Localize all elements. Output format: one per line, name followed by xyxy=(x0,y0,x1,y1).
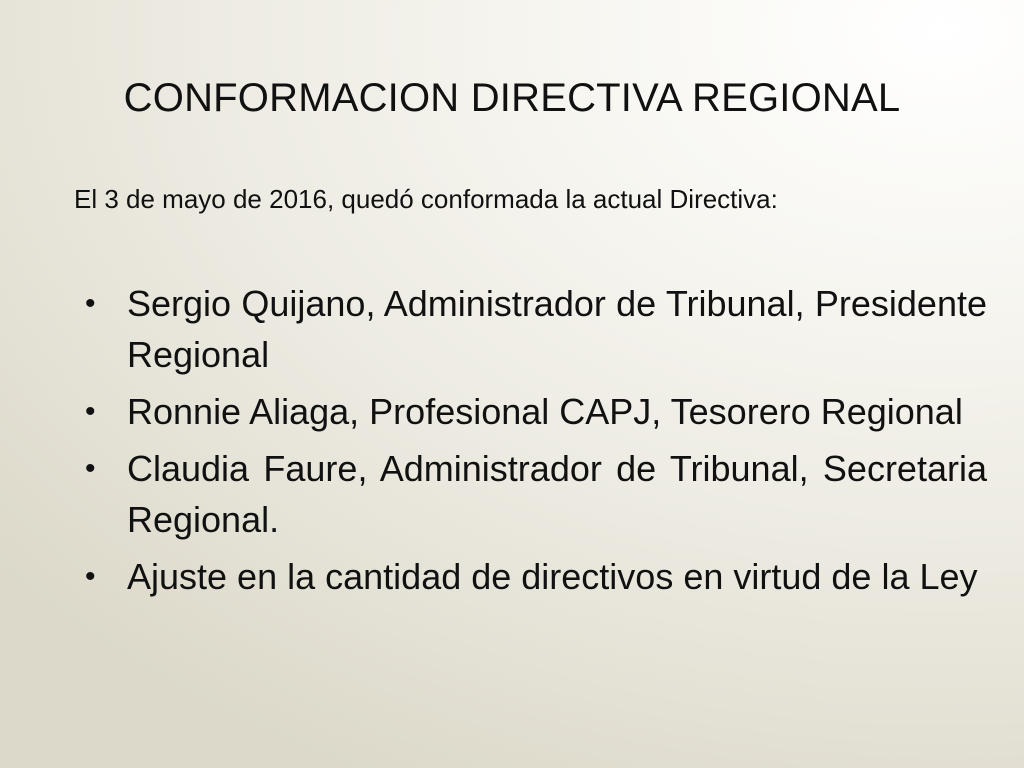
slide-title: CONFORMACION DIRECTIVA REGIONAL xyxy=(123,76,901,120)
bullet-icon: • xyxy=(85,452,96,485)
list-item-text: Sergio Quijano, Administrador de Tribunal, Presidente Regional xyxy=(127,283,987,375)
list-item xyxy=(85,551,987,602)
bullet-list xyxy=(85,278,987,608)
list-item xyxy=(85,386,987,437)
list-item xyxy=(85,278,987,380)
intro-text: El 3 de mayo de 2016, quedó conformada la actual Directiva: xyxy=(74,184,778,214)
list-item-text: Claudia Faure, Administrador de Tribunal, Secretaria Regional. xyxy=(127,448,987,540)
bullet-icon: • xyxy=(85,560,96,593)
list-item-text: Ronnie Aliaga, Profesional CAPJ, Tesorero Regional xyxy=(127,391,963,432)
list-item xyxy=(85,443,987,545)
bullet-icon: • xyxy=(85,287,96,320)
bullet-icon: • xyxy=(85,395,96,428)
list-item-text: Ajuste en la cantidad de directivos en virtud de la Ley xyxy=(127,556,978,597)
